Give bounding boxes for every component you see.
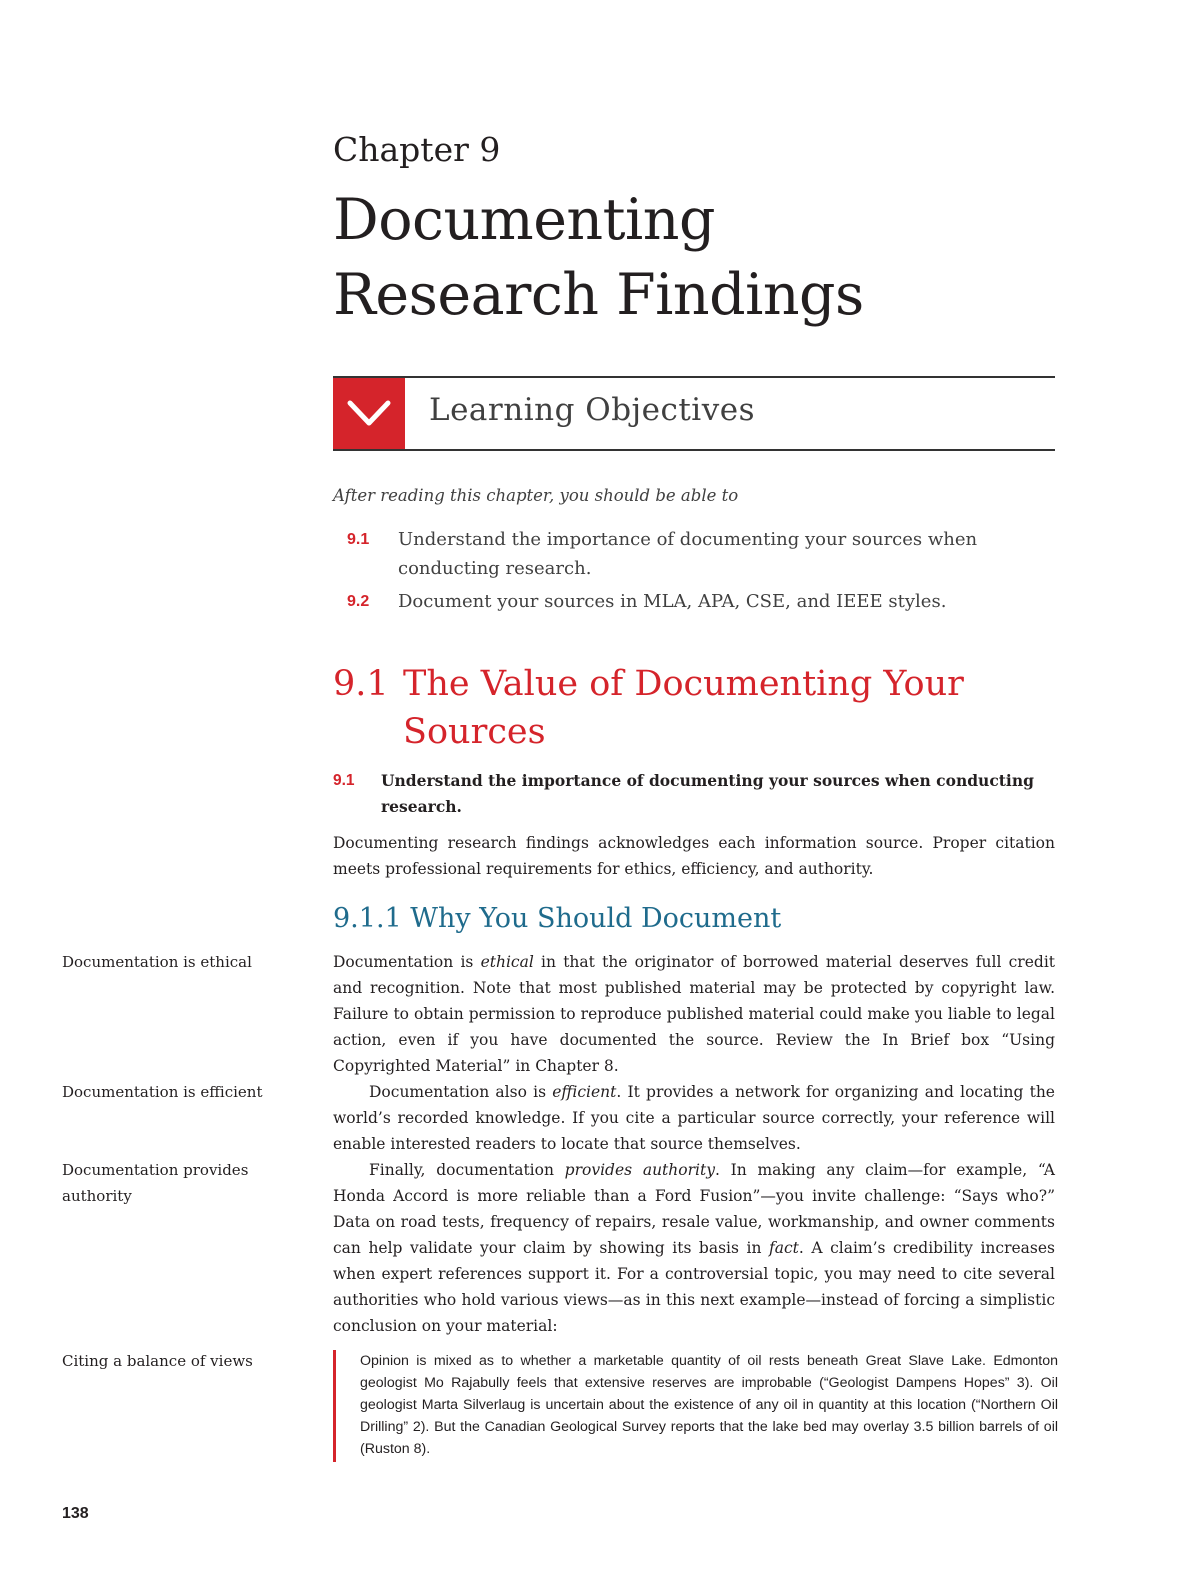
section-objective-text: Understand the importance of documenting your sources when conducting research. — [381, 771, 1034, 816]
chapter-title-line2: Research Findings — [333, 262, 864, 328]
paragraph-ethical: Documentation is ethical in that the originator of borrowed material deserves full credit and recognition. Note that most published material may be protected by copyright law. Failure to obtain permission to reproduce published material could make you liable to legal action, even if you have documented the source. Review the In Brief box “Using Copyrighted Material” in Chapter 8. — [333, 953, 1056, 1075]
chapter-title-line1: Documenting — [333, 187, 715, 253]
objective-item — [333, 587, 1053, 616]
example-quote-text: Opinion is mixed as to whether a marketable quantity of oil rests beneath Great Slave Lake. Edmonton geologist Mo Rajabully feels that extensive reserves are improbable (“Geologist Dampens Hopes” 3). Oil geologist Marta Silverlaug is uncertain about the existence of any oil in quantity at this location (“Northern Oil Drilling” 2). But the Canadian Geological Survey reports that the lake bed may overlay 3.5 billion barrels of oil (Ruston 8). — [360, 1353, 1058, 1457]
section-objective-number: 9.1 — [333, 772, 355, 789]
learning-objectives-banner — [333, 376, 1055, 451]
section-title: The Value of Documenting Your Sources — [403, 664, 964, 752]
objective-number: 9.1 — [347, 531, 370, 548]
section-number: 9.1 — [333, 664, 389, 704]
section-intro-paragraph: Documenting research findings acknowledges each information source. Proper citation meets professional requirements for ethics, efficiency, and authority. — [333, 834, 1055, 878]
margin-note-ethical: Documentation is ethical — [62, 953, 252, 971]
objective-number: 9.2 — [347, 593, 370, 610]
margin-note-efficient: Documentation is efficient — [62, 1083, 263, 1101]
paragraph-authority: Finally, documentation provides authority. In making any claim—for example, “A Honda Accord is more reliable than a Ford Fusion”—you invite challenge: “Says who?” Data on road tests, frequency of repairs, resale value, workmanship, and owner comments can help validate your claim by showing its basis in fact. A claim’s credibility increases when expert references support it. For a controversial topic, you may need to cite several authorities who hold various views—as in this next example—instead of forcing a simplistic conclusion on your material: — [333, 1161, 1055, 1335]
subsection-heading: 9.1.1 Why You Should Document — [333, 903, 782, 934]
paragraph-efficient: Documentation also is efficient. It provides a network for organizing and locating the world’s recorded knowledge. If you cite a particular source correctly, your reference will enable interested readers to locate that source themselves. — [333, 1083, 1055, 1153]
example-quote — [333, 1350, 1058, 1462]
margin-note-authority: Documentation provides authority — [62, 1161, 249, 1205]
page-number: 138 — [62, 1505, 89, 1522]
objective-text: Understand the importance of documenting your sources when conducting research. — [398, 529, 978, 579]
chapter-label: Chapter 9 — [333, 130, 501, 169]
objectives-intro: After reading this chapter, you should be able to — [333, 486, 739, 505]
objective-text: Document your sources in MLA, APA, CSE, and IEEE styles. — [398, 591, 947, 612]
objective-item — [333, 525, 1053, 583]
learning-objectives-heading: Learning Objectives — [429, 392, 755, 428]
chevron-down-icon — [347, 398, 391, 428]
learning-objectives-icon-box — [333, 378, 405, 449]
margin-note-balance: Citing a balance of views — [62, 1352, 253, 1370]
chapter-title — [333, 183, 1133, 333]
